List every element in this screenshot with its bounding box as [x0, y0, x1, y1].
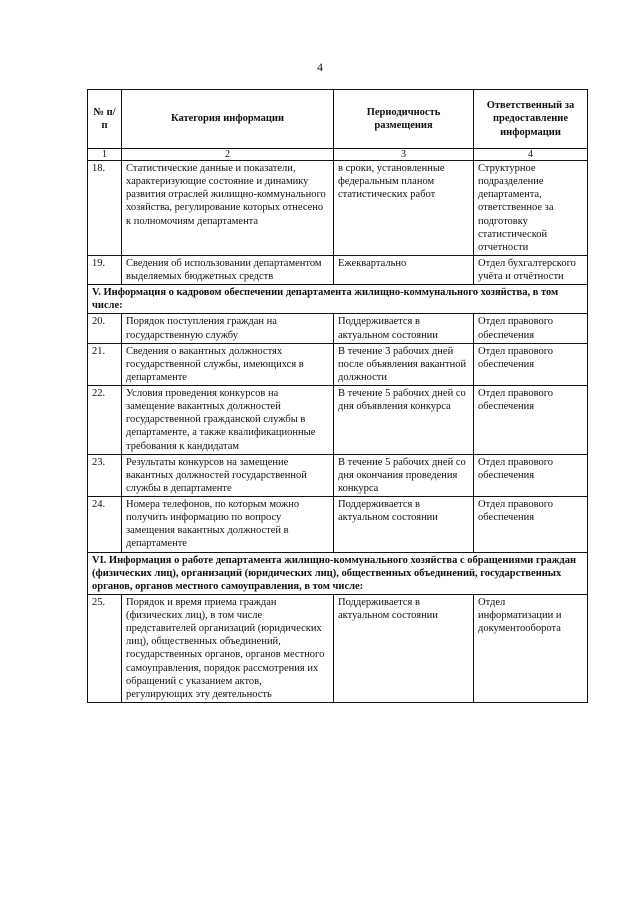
row-period: в сроки, установленные федеральным планом статистических работ — [334, 161, 474, 256]
row-responsible: Отдел правового обеспечения — [474, 454, 588, 496]
header-responsible: Ответственный за предоставление информации — [474, 90, 588, 149]
section-heading: V. Информация о кадровом обеспечении департамента жилищно-коммунального хозяйства, в том числе: — [88, 285, 588, 314]
row-period: Поддерживается в актуальном состоянии — [334, 314, 474, 343]
row-category: Сведения об использовании департаментом выделяемых бюджетных средств — [122, 255, 334, 284]
row-number: 19. — [88, 255, 122, 284]
row-number: 23. — [88, 454, 122, 496]
column-index-row — [88, 149, 588, 161]
row-number: 20. — [88, 314, 122, 343]
column-index: 2 — [122, 149, 334, 161]
row-responsible: Отдел информатизации и документооборота — [474, 594, 588, 702]
row-responsible: Структурное подразделение департамента, ответственное за подготовку статистической отчетности — [474, 161, 588, 256]
column-index: 3 — [334, 149, 474, 161]
header-period: Периодичность размещения — [334, 90, 474, 149]
column-index: 4 — [474, 149, 588, 161]
row-number: 18. — [88, 161, 122, 256]
row-period: Поддерживается в актуальном состоянии — [334, 497, 474, 553]
row-period: В течение 3 рабочих дней после объявления вакантной должности — [334, 343, 474, 385]
row-number: 24. — [88, 497, 122, 553]
section-heading: VI. Информация о работе департамента жилищно-коммунального хозяйства с обращениями граждан (физических лиц), организаций (юридических лиц), общественных объединений, государственных органов, органов местного самоуправления, в том числе: — [88, 552, 588, 594]
section-v-row — [88, 285, 588, 314]
table-row — [88, 343, 588, 385]
table-row — [88, 497, 588, 553]
row-period: Ежеквартально — [334, 255, 474, 284]
row-category: Порядок и время приема граждан (физических лиц), в том числе представителей организаций (юридических лиц), общественных объединений, государственных органов, органов местного самоуправления, порядок рассмотрения их обращений с указанием актов, регулирующих эту деятельность — [122, 594, 334, 702]
column-index: 1 — [88, 149, 122, 161]
table-row — [88, 454, 588, 496]
header-num: № п/п — [88, 90, 122, 149]
row-number: 25. — [88, 594, 122, 702]
row-responsible: Отдел бухгалтерского учёта и отчётности — [474, 255, 588, 284]
row-responsible: Отдел правового обеспечения — [474, 497, 588, 553]
table-row — [88, 314, 588, 343]
row-category: Условия проведения конкурсов на замещение вакантных должностей государственной гражданской службы в департаменте, а также квалификационные требования к кандидатам — [122, 386, 334, 455]
table-row — [88, 594, 588, 702]
row-period: Поддерживается в актуальном состоянии — [334, 594, 474, 702]
header-category: Категория информации — [122, 90, 334, 149]
row-period: В течение 5 рабочих дней со дня окончания проведения конкурса — [334, 454, 474, 496]
row-category: Порядок поступления граждан на государственную службу — [122, 314, 334, 343]
table-header-row — [88, 90, 588, 149]
table-row — [88, 386, 588, 455]
page-number: 4 — [317, 60, 323, 74]
section-vi-row — [88, 552, 588, 594]
row-responsible: Отдел правового обеспечения — [474, 386, 588, 455]
row-number: 22. — [88, 386, 122, 455]
row-responsible: Отдел правового обеспечения — [474, 314, 588, 343]
info-table — [87, 89, 588, 703]
row-category: Сведения о вакантных должностях государственной службы, имеющихся в департаменте — [122, 343, 334, 385]
rows-group-b — [88, 314, 588, 552]
row-category: Статистические данные и показатели, характеризующие состояние и динамику развития отраслей жилищно-коммунального хозяйства, регулирование которых отнесено к полномочиям департамента — [122, 161, 334, 256]
table-row — [88, 255, 588, 284]
row-category: Результаты конкурсов на замещение вакантных должностей государственной службы в департаменте — [122, 454, 334, 496]
table-row — [88, 161, 588, 256]
row-number: 21. — [88, 343, 122, 385]
row-period: В течение 5 рабочих дней со дня объявления конкурса — [334, 386, 474, 455]
row-category: Номера телефонов, по которым можно получить информацию по вопросу замещения вакантных должностей в департаменте — [122, 497, 334, 553]
row-responsible: Отдел правового обеспечения — [474, 343, 588, 385]
rows-group-a — [88, 161, 588, 285]
rows-group-c — [88, 594, 588, 702]
